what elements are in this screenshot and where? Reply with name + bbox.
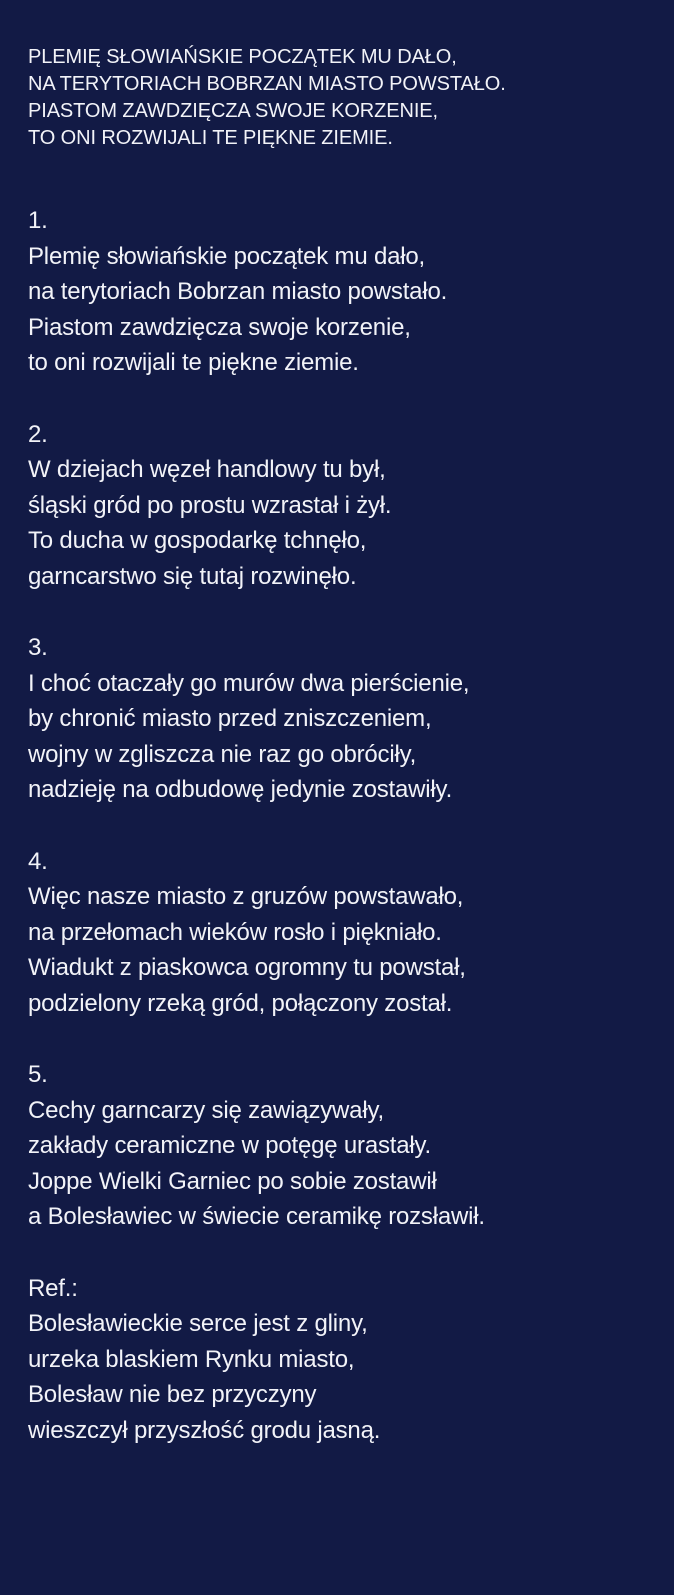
stanza-line: To ducha w gospodarkę tchnęło, [28, 527, 367, 554]
stanza-3 [28, 630, 674, 808]
stanza-line: podzielony rzeką gród, połączony został. [28, 989, 453, 1017]
stanza-line: by chronić miasto przed zniszczeniem, [28, 705, 432, 732]
refrain-line: wieszczył przyszłość grodu jasną. [28, 1416, 381, 1444]
stanza-line: na przełomach wieków rosło i piękniało. [28, 918, 442, 946]
stanza-line: to oni rozwijali te piękne ziemie. [28, 349, 359, 376]
header-line: NA TERYTORIACH BOBRZAN MIASTO POWSTAŁO. [28, 73, 506, 95]
stanza-line: wojny w zgliszcza nie raz go obróciły, [28, 740, 417, 768]
stanza-line: na terytoriach Bobrzan miasto powstało. [28, 278, 448, 305]
refrain-line: Bolesław nie bez przyczyny [28, 1381, 317, 1408]
song-header [28, 44, 674, 152]
stanza-number: 1. [28, 207, 48, 234]
stanza-1 [28, 203, 674, 381]
header-line: PLEMIĘ SŁOWIAŃSKIE POCZĄTEK MU DAŁO, [28, 46, 457, 68]
stanza-line: a Bolesławiec w świecie ceramikę rozsławił. [28, 1203, 485, 1230]
refrain-line: Bolesławieckie serce jest z gliny, [28, 1310, 368, 1337]
stanza-line: Plemię słowiańskie początek mu dało, [28, 242, 425, 270]
stanza-2 [28, 417, 674, 595]
stanza-line: Więc nasze miasto z gruzów powstawało, [28, 883, 464, 910]
stanza-4 [28, 844, 674, 1022]
stanza-line: I choć otaczały go murów dwa pierścienie, [28, 669, 470, 697]
stanza-number: 3. [28, 634, 48, 661]
stanza-line: zakłady ceramiczne w potęgę urastały. [28, 1132, 432, 1159]
refrain [28, 1271, 674, 1449]
stanza-line: garncarstwo się tutaj rozwinęło. [28, 562, 357, 590]
refrain-line: urzeka blaskiem Rynku miasto, [28, 1345, 355, 1373]
stanza-line: nadzieję na odbudowę jedynie zostawiły. [28, 776, 453, 803]
stanza-5 [28, 1057, 674, 1235]
header-line: TO ONI ROZWIJALI TE PIĘKNE ZIEMIE. [28, 127, 393, 149]
refrain-label: Ref.: [28, 1274, 78, 1302]
stanza-line: śląski gród po prostu wzrastał i żył. [28, 491, 392, 519]
stanza-line: Joppe Wielki Garniec po sobie zostawił [28, 1167, 437, 1195]
stanza-number: 2. [28, 420, 48, 448]
stanza-line: Cechy garncarzy się zawiązywały, [28, 1096, 384, 1124]
header-line: PIASTOM ZAWDZIĘCZA SWOJE KORZENIE, [28, 100, 438, 122]
stanza-line: Wiadukt z piaskowca ogromny tu powstał, [28, 954, 466, 981]
stanza-line: W dziejach węzeł handlowy tu był, [28, 456, 386, 483]
stanza-number: 4. [28, 847, 48, 875]
stanza-line: Piastom zawdzięcza swoje korzenie, [28, 313, 411, 341]
stanza-number: 5. [28, 1061, 48, 1088]
